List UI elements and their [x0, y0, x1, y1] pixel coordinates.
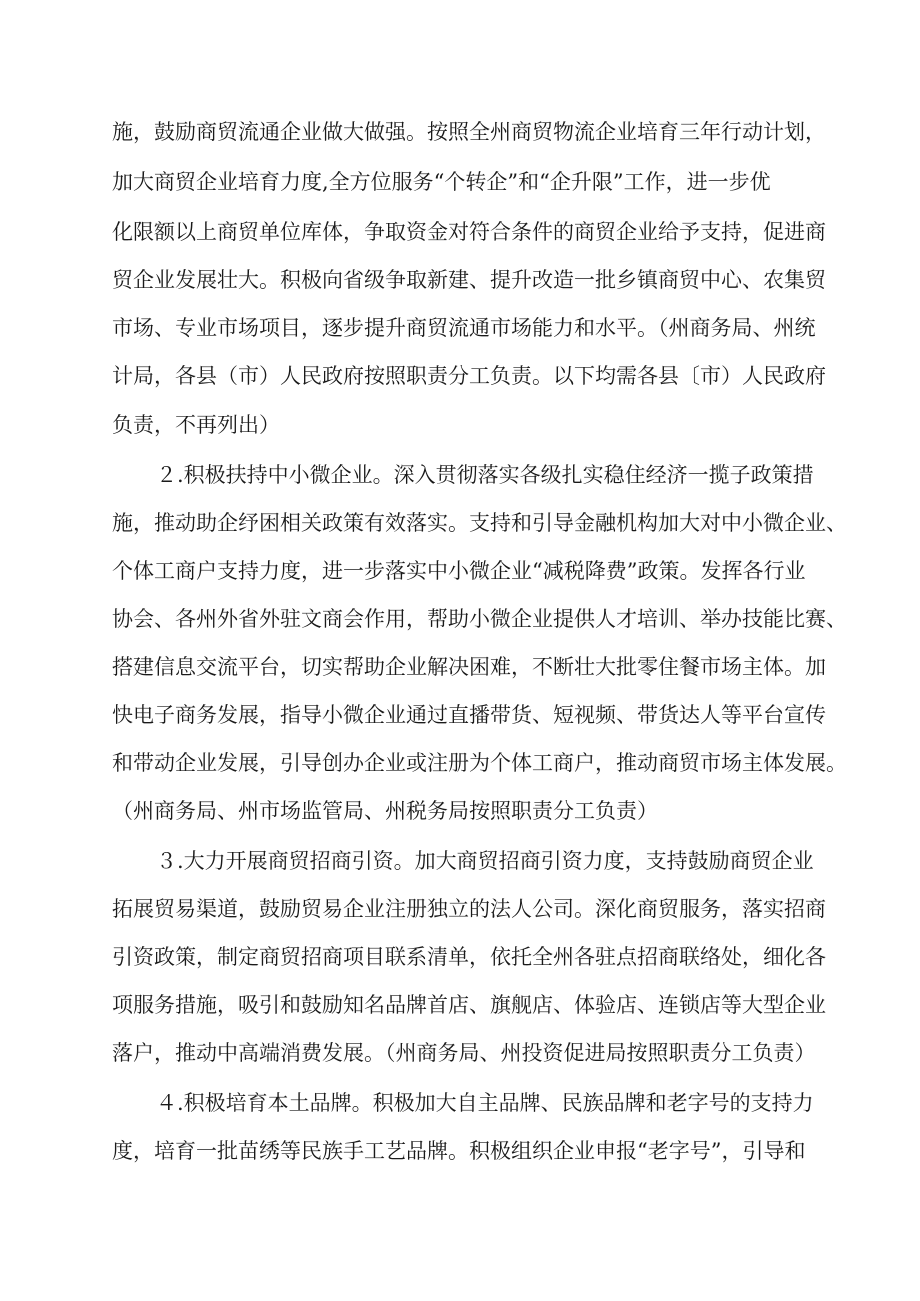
- text-line: 负责，不再列出）: [112, 413, 280, 437]
- text-line: 贸企业发展壮大。积极向省级争取新建、提升改造一批乡镇商贸中心、农集贸: [112, 268, 826, 292]
- text-line: （州商务局、州市场监管局、州税务局按照职责分工负责）: [112, 799, 658, 823]
- text-line: 计局，各县（市）人民政府按照职责分工负责。以下均需各县〔市）人民政府: [112, 364, 826, 388]
- text-line: 快电子商务发展，指导小微企业通过直播带货、短视频、带货达人等平台宣传: [112, 703, 826, 727]
- text-line: ２.积极扶持中小微企业。深入贯彻落实各级扎实稳住经济一揽子政策措: [156, 463, 814, 487]
- text-line: 施，推动助企纾困相关政策有效落实。支持和引导金融机构加大对中小微企业、: [112, 511, 847, 535]
- text-line: 协会、各州外省外驻文商会作用，帮助小微企业提供人才培训、举办技能比赛、: [112, 607, 847, 631]
- text-line: 和带动企业发展，引导创办企业或注册为个体工商户，推动商贸市场主体发展。: [112, 751, 847, 775]
- text-line: 市场、专业市场项目，逐步提升商贸流通市场能力和水平。（州商务局、州统: [112, 316, 816, 340]
- text-line: 项服务措施，吸引和鼓励知名品牌首店、旗舰店、体验店、连锁店等大型企业: [112, 993, 826, 1017]
- text-line: 施，鼓励商贸流通企业做大做强。按照全州商贸物流企业培育三年行动计划，: [112, 120, 826, 144]
- text-line: ４.积极培育本土品牌。积极加大自主品牌、民族品牌和老字号的支持力: [156, 1091, 814, 1115]
- text-line: 拓展贸易渠道，鼓励贸易企业注册独立的法人公司。深化商贸服务，落实招商: [112, 897, 826, 921]
- text-line: 落户，推动中高端消费发展。（州商务局、州投资促进局按照职责分工负责）: [112, 1041, 816, 1065]
- text-line: 引资政策，制定商贸招商项目联系清单，依托全州各驻点招商联络处，细化各: [112, 945, 826, 969]
- text-line: 度，培育一批苗绣等民族手工艺品牌。积极组织企业申报“老字号”，引导和: [112, 1139, 806, 1163]
- text-line: 搭建信息交流平台，切实帮助企业解决困难，不断壮大批零住餐市场主体。加: [112, 655, 826, 679]
- text-line: 个体工商户支持力度，进一步落实中小微企业“减税降费”政策。发挥各行业: [112, 559, 806, 583]
- text-line: ３.大力开展商贸招商引资。加大商贸招商引资力度，支持鼓励商贸企业: [156, 849, 814, 873]
- text-line: 化限额以上商贸单位库体，争取资金对符合条件的商贸企业给予支持，促进商: [112, 220, 826, 244]
- text-line: 加大商贸企业培育力度,全方位服务“个转企”和“企升限”工作，进一步优: [112, 170, 771, 194]
